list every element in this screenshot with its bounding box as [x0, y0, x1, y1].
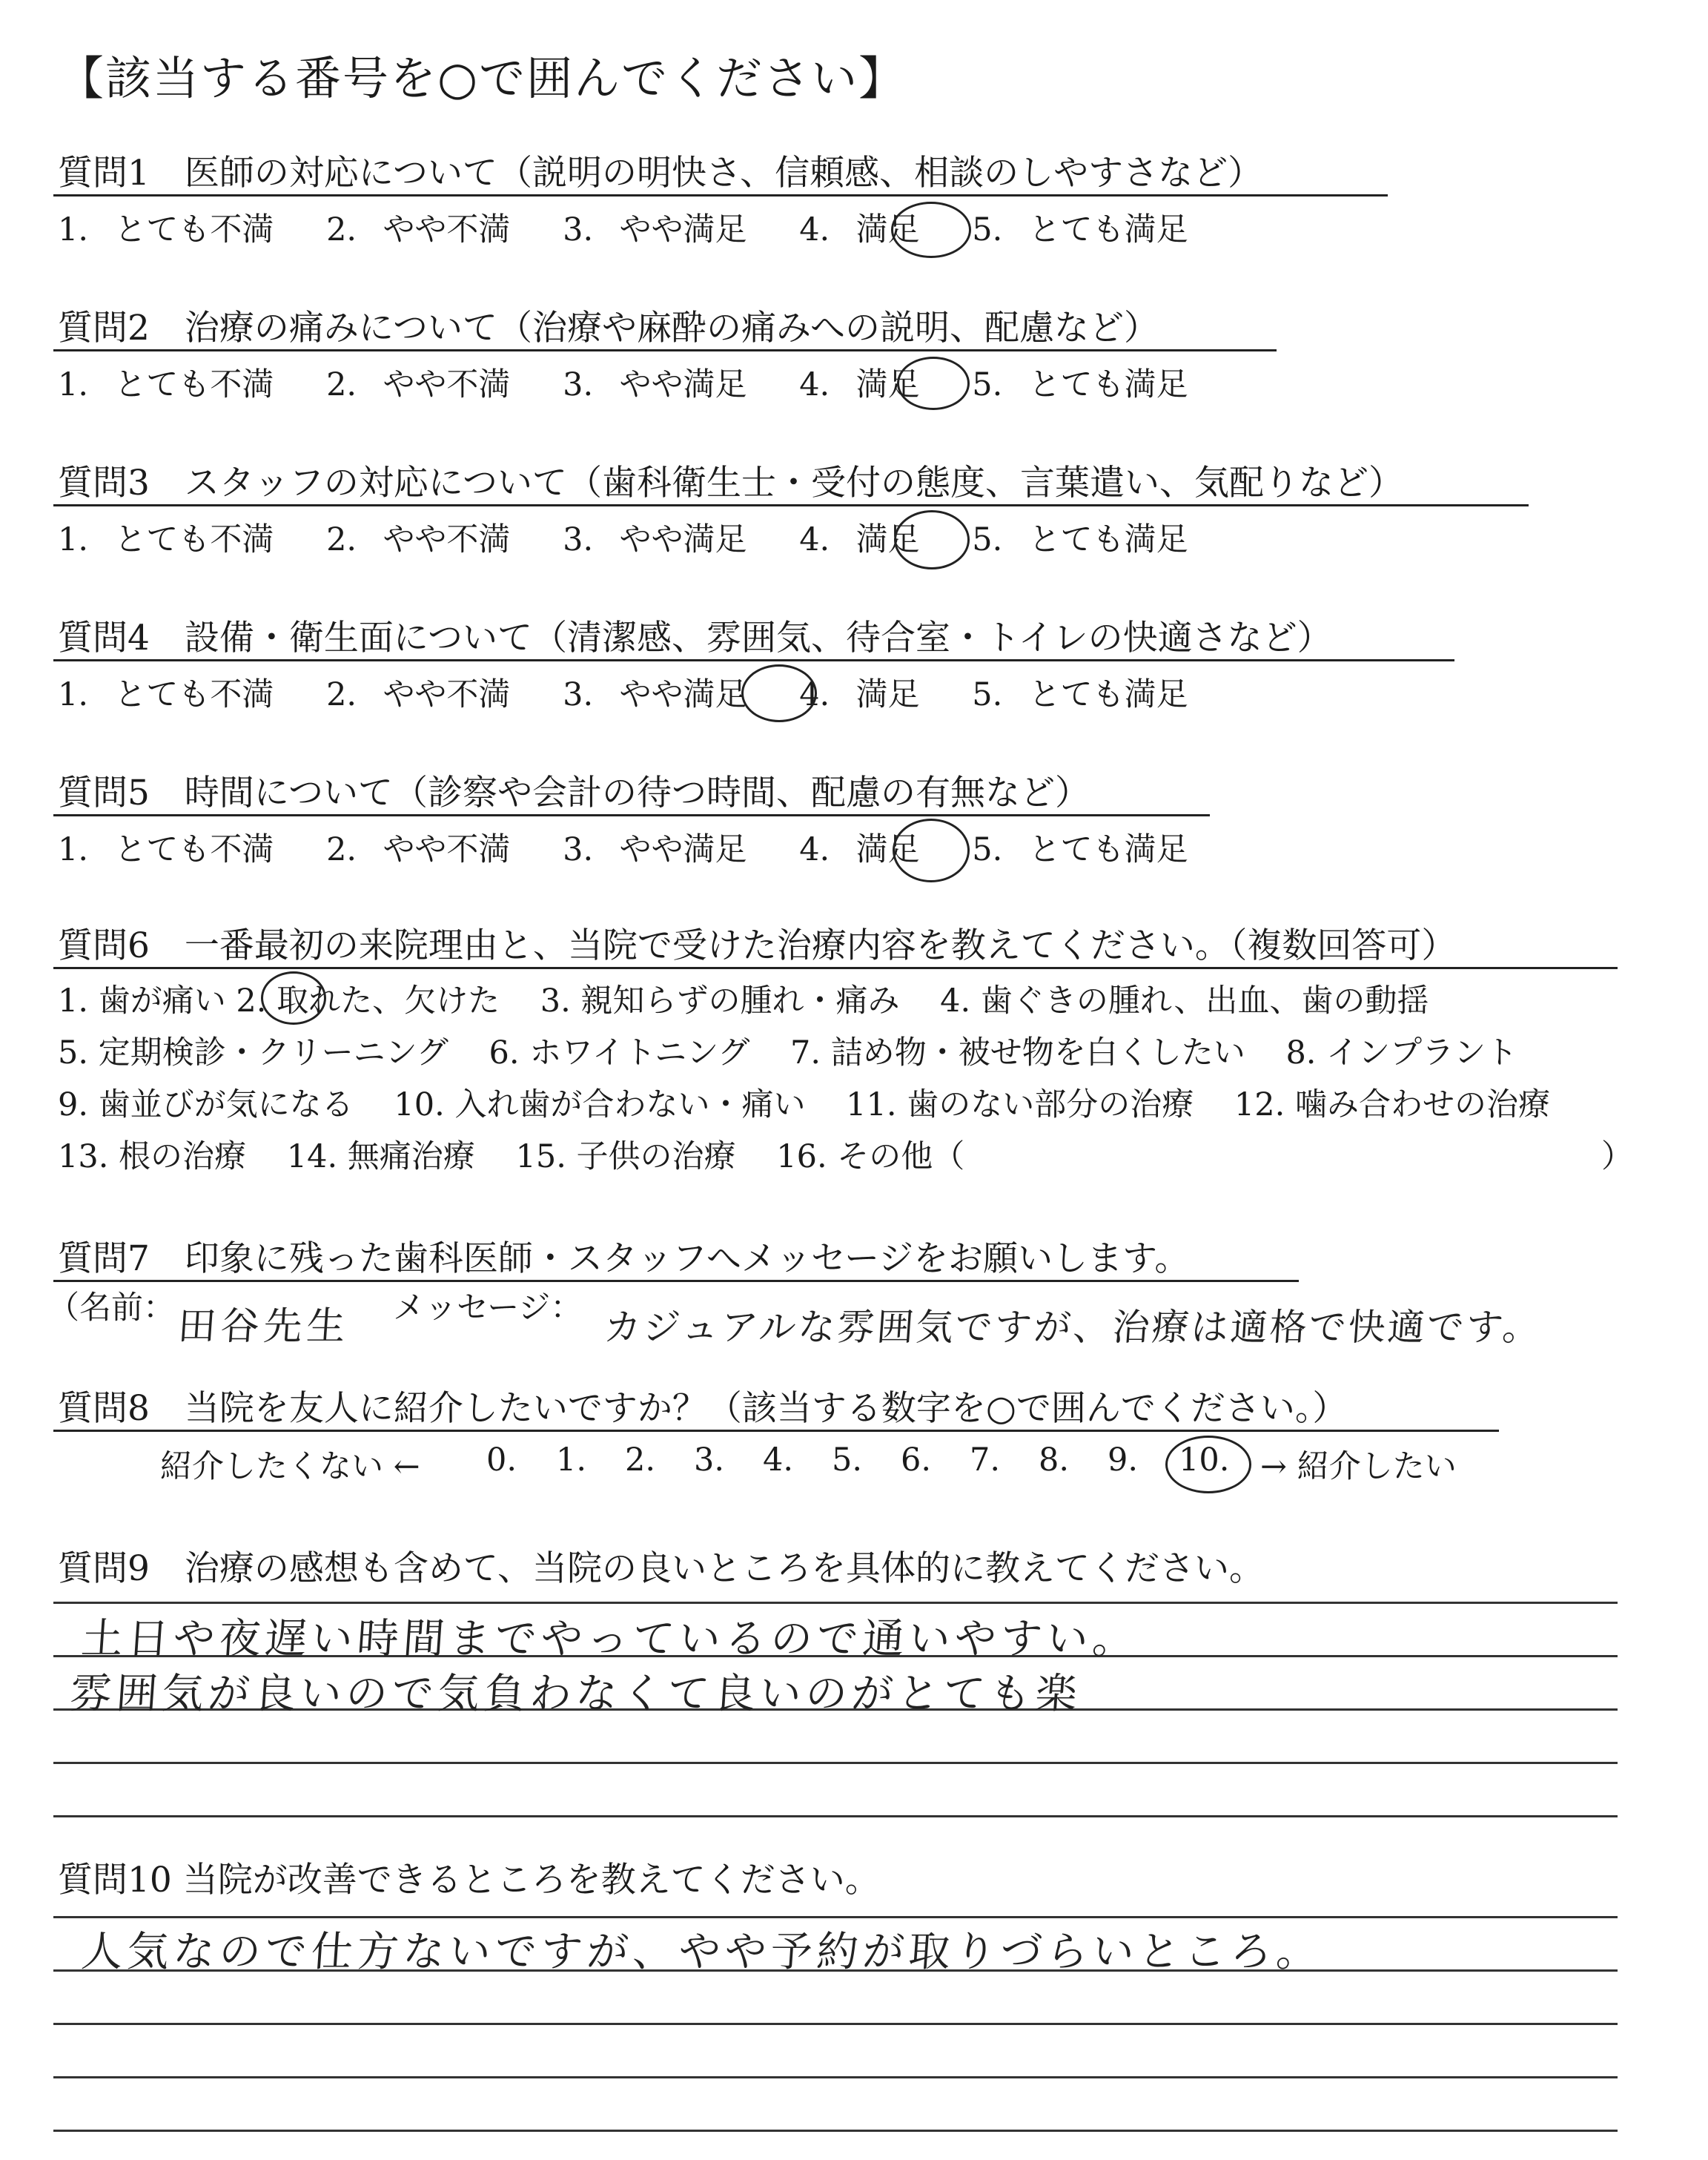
q5-opt1-num[interactable]: 1.: [58, 831, 89, 868]
q2-opt3-label: やや満足: [619, 366, 747, 403]
q1-opt5-label: とても満足: [1028, 211, 1188, 248]
q2-opt3-num[interactable]: 3.: [563, 366, 594, 403]
q10-answer-line-3: [53, 2023, 1618, 2025]
q10-answer-line-1: [53, 1916, 1618, 1918]
q5-opt2-label: やや不満: [383, 831, 511, 868]
q6-option-7[interactable]: 7. 詰め物・被せ物を白くしたい: [790, 1034, 1245, 1071]
q9-answer-text-1[interactable]: 土日や夜遅い時間までやっているので通いやすい。: [79, 1615, 1140, 1663]
q5-opt4-label: 満足: [855, 831, 920, 868]
q6-option-16[interactable]: 16. その他（: [776, 1138, 965, 1175]
q7-message-handwritten[interactable]: カジュアルな雰囲気ですが、治療は適格で快適です。: [602, 1306, 1543, 1349]
q4-title: 質問4 設備・衛生面について（清潔感、雰囲気、待合室・トイレの快適さなど）: [58, 618, 1332, 658]
q1-opt3-num[interactable]: 3.: [563, 211, 594, 248]
q8-number-3[interactable]: 3.: [694, 1441, 725, 1479]
q5-opt2-num[interactable]: 2.: [326, 831, 357, 868]
q6-title: 質問6 一番最初の来院理由と、当院で受けた治療内容を教えてください。（複数回答可）: [58, 925, 1457, 966]
q7-underline: [53, 1280, 1299, 1282]
q6-underline: [53, 967, 1618, 969]
q8-number-0[interactable]: 0.: [486, 1441, 517, 1479]
q9-answer-text-2[interactable]: 雰囲気が良いので気負わなくて良いのがとても楽: [68, 1670, 1083, 1718]
q2-options: [58, 360, 1188, 405]
q10-answer-text-1[interactable]: 人気なので仕方ないですが、やや予約が取りづらいところ。: [79, 1928, 1324, 1976]
form-header: 【該当する番号を○で囲んでください】: [58, 51, 907, 105]
q8-number-10[interactable]: 10.: [1179, 1441, 1230, 1479]
q3-opt5-num[interactable]: 5.: [972, 521, 1003, 558]
q3-opt3-label: やや満足: [619, 521, 747, 558]
q6-selection-circle: [261, 971, 326, 1025]
q4-opt5-label: とても満足: [1028, 676, 1188, 713]
q4-opt1-num[interactable]: 1.: [58, 676, 89, 713]
q4-underline: [53, 659, 1454, 661]
q1-selection-circle: [891, 202, 971, 258]
q8-number-9[interactable]: 9.: [1108, 1441, 1139, 1479]
q2-opt2-num[interactable]: 2.: [326, 366, 357, 403]
q5-underline: [53, 814, 1210, 816]
q3-underline: [53, 504, 1529, 506]
q2-opt2-label: やや不満: [383, 366, 511, 403]
q6-option-9[interactable]: 9. 歯並びが気になる: [58, 1086, 354, 1123]
q6-row4: [58, 1132, 964, 1177]
q6-other-close-paren: ）: [1601, 1138, 1633, 1175]
q3-opt1-num[interactable]: 1.: [58, 521, 89, 558]
q6-option-13[interactable]: 13. 根の治療: [58, 1138, 247, 1175]
q4-options: [58, 670, 1188, 715]
q8-right-label: → 紹介したい: [1260, 1448, 1457, 1485]
q5-opt4-num[interactable]: 4.: [799, 831, 830, 868]
q1-opt5-num[interactable]: 5.: [972, 211, 1003, 248]
q8-underline: [53, 1430, 1499, 1432]
q6-option-2-label[interactable]: 取れた、欠けた: [266, 982, 500, 1020]
q5-opt5-num[interactable]: 5.: [972, 831, 1003, 868]
q8-title: 質問8 当院を友人に紹介したいですか？（該当する数字を○で囲んでください。）: [58, 1388, 1348, 1429]
q8-number-5[interactable]: 5.: [832, 1441, 863, 1479]
q2-opt4-label: 満足: [855, 366, 920, 403]
q1-opt2-label: やや不満: [383, 211, 511, 248]
q9-answer-line-5: [53, 1815, 1618, 1817]
q3-options: [58, 515, 1188, 560]
q2-underline: [53, 349, 1277, 351]
q3-opt2-label: やや不満: [383, 521, 511, 558]
q4-opt3-label: やや満足: [619, 676, 747, 713]
q4-opt1-label: とても不満: [114, 676, 274, 713]
q1-opt3-label: やや満足: [619, 211, 747, 248]
q3-selection-circle: [894, 510, 970, 569]
q4-selection-circle: [741, 664, 817, 722]
q6-option-4[interactable]: 4. 歯ぐきの腫れ、出血、歯の動揺: [940, 982, 1429, 1020]
q8-left-label: 紹介したくない ←: [160, 1448, 420, 1485]
q4-opt4-num[interactable]: 4.: [799, 676, 830, 713]
q2-opt1-num[interactable]: 1.: [58, 366, 89, 403]
q7-message-label: メッセージ：: [393, 1289, 583, 1327]
q1-opt4-num[interactable]: 4.: [799, 211, 830, 248]
q6-option-15[interactable]: 15. 子供の治療: [515, 1138, 736, 1175]
q6-option-10[interactable]: 10. 入れ歯が合わない・痛い: [394, 1086, 806, 1123]
q5-opt3-label: やや満足: [619, 831, 747, 868]
q3-opt4-num[interactable]: 4.: [799, 521, 830, 558]
q4-opt2-num[interactable]: 2.: [326, 676, 357, 713]
q1-opt4-label: 満足: [855, 211, 920, 248]
q8-number-8[interactable]: 8.: [1039, 1441, 1070, 1479]
q3-opt4-label: 満足: [855, 521, 920, 558]
q2-opt1-label: とても不満: [114, 366, 274, 403]
q9-title: 質問9 治療の感想も含めて、当院の良いところを具体的に教えてください。: [58, 1548, 1264, 1589]
q2-opt5-label: とても満足: [1028, 366, 1188, 403]
q5-opt3-num[interactable]: 3.: [563, 831, 594, 868]
q8-number-1[interactable]: 1.: [556, 1441, 587, 1479]
q7-name-handwritten[interactable]: 田谷先生: [176, 1304, 351, 1349]
q2-opt4-num[interactable]: 4.: [799, 366, 830, 403]
q9-answer-line-1: [53, 1602, 1618, 1604]
q9-answer-line-4: [53, 1762, 1618, 1764]
q4-opt5-num[interactable]: 5.: [972, 676, 1003, 713]
q6-option-3[interactable]: 3. 親知らずの腫れ・痛み: [540, 982, 900, 1020]
q2-opt5-num[interactable]: 5.: [972, 366, 1003, 403]
q1-options: [58, 205, 1188, 250]
q1-opt2-num[interactable]: 2.: [326, 211, 357, 248]
q10-answer-line-5: [53, 2130, 1618, 2132]
q4-opt3-num[interactable]: 3.: [563, 676, 594, 713]
q8-number-2[interactable]: 2.: [625, 1441, 656, 1479]
q6-option-11[interactable]: 11. 歯のない部分の治療: [846, 1086, 1194, 1123]
q3-title: 質問3 スタッフの対応について（歯科衛生士・受付の態度、言葉遣い、気配りなど）: [58, 463, 1403, 503]
q1-title: 質問1 医師の対応について（説明の明快さ、信頼感、相談のしやすさなど）: [58, 153, 1263, 194]
q2-title: 質問2 治療の痛みについて（治療や麻酔の痛みへの説明、配慮など）: [58, 308, 1159, 349]
q5-options: [58, 825, 1188, 870]
q3-opt5-label: とても満足: [1028, 521, 1188, 558]
q1-opt1-num[interactable]: 1.: [58, 211, 89, 248]
q6-option-14[interactable]: 14. 無痛治療: [286, 1138, 475, 1175]
q6-option-5[interactable]: 5. 定期検診・クリーニング: [58, 1034, 448, 1071]
q8-number-6[interactable]: 6.: [901, 1441, 932, 1479]
q5-title: 質問5 時間について（診察や会計の待つ時間、配慮の有無など）: [58, 773, 1090, 813]
q6-option-1[interactable]: 1. 歯が痛い: [58, 982, 226, 1020]
q8-number-4[interactable]: 4.: [763, 1441, 794, 1479]
q3-opt2-num[interactable]: 2.: [326, 521, 357, 558]
q6-option-2-num[interactable]: 2.: [236, 982, 267, 1020]
q5-selection-circle: [893, 819, 970, 882]
q4-opt2-label: やや不満: [383, 676, 511, 713]
q10-answer-line-4: [53, 2076, 1618, 2078]
q6-row2: [58, 1028, 1517, 1073]
q6-row3: [58, 1080, 1550, 1125]
q6-option-6[interactable]: 6. ホワイトニング: [489, 1034, 750, 1071]
q8-number-7[interactable]: 7.: [970, 1441, 1001, 1479]
q4-opt4-label: 満足: [855, 676, 920, 713]
q2-selection-circle: [897, 357, 970, 410]
q3-opt3-num[interactable]: 3.: [563, 521, 594, 558]
q1-opt1-label: とても不満: [114, 211, 274, 248]
q8-selection-circle: [1165, 1436, 1251, 1493]
q5-opt5-label: とても満足: [1028, 831, 1188, 868]
q7-title: 質問7 印象に残った歯科医師・スタッフへメッセージをお願いします。: [58, 1238, 1190, 1279]
q3-opt1-label: とても不満: [114, 521, 274, 558]
q6-option-8[interactable]: 8. インプラント: [1285, 1034, 1518, 1071]
q10-title: 質問10 当院が改善できるところを教えてください。: [58, 1860, 880, 1900]
q5-opt1-label: とても不満: [114, 831, 274, 868]
q1-underline: [53, 194, 1388, 196]
q6-option-12[interactable]: 12. 噛み合わせの治療: [1234, 1086, 1550, 1123]
q7-name-label: （名前：: [47, 1289, 175, 1327]
